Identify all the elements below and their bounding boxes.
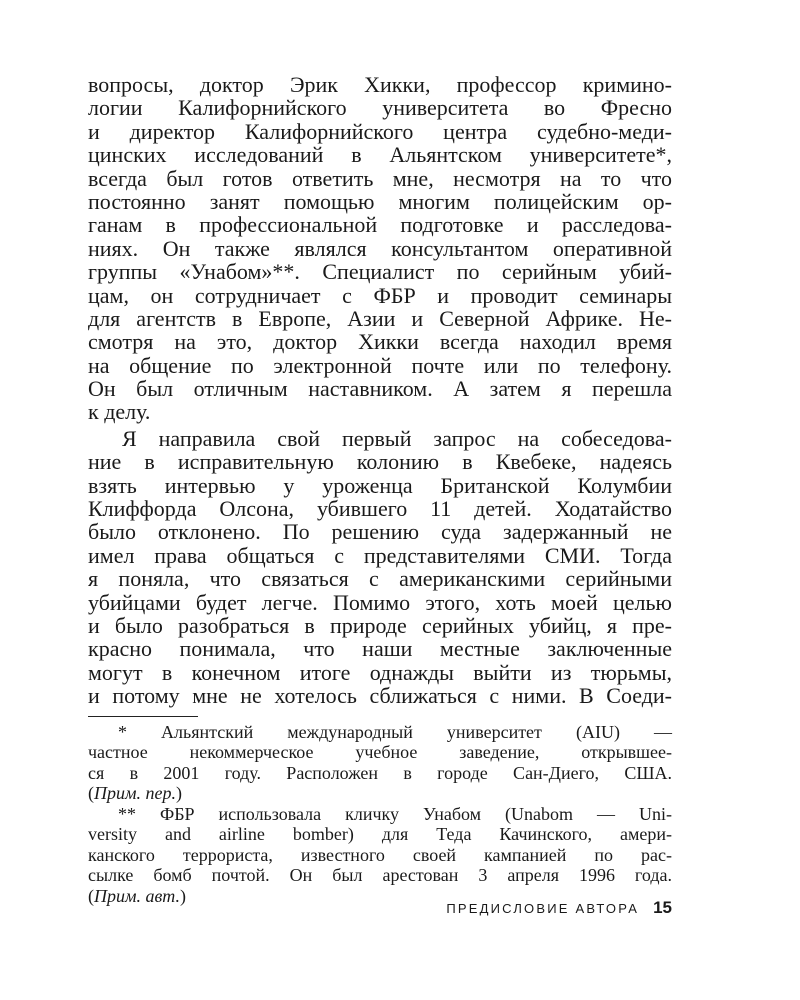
text-line: всегда был готов ответить мне, несмотря на то что xyxy=(88,165,672,191)
text-line: взять интервью у уроженца Британской Колумбии xyxy=(88,472,672,498)
text-line: смотря на это, доктор Хикки всегда находил время xyxy=(88,329,672,355)
text-line: было отклонено. По решению суда задержанный не xyxy=(88,519,672,545)
text-line: цинских исследований в Альянтском университете*, xyxy=(88,142,672,168)
main-text xyxy=(88,73,672,708)
footnote-line: ся в 2001 году. Расположен в городе Сан-Диего, США. xyxy=(88,762,672,783)
footnote-line: частное некоммерческое учебное заведение, открывшее- xyxy=(88,742,672,763)
text-line: для агентств в Европе, Азии и Северной Африке. Не- xyxy=(88,305,672,331)
text-line: Он был отличным наставником. А затем я перешла xyxy=(88,376,672,402)
text-line: красно понимала, что наши местные заключенные xyxy=(88,636,672,662)
note-paren-open: ( xyxy=(88,885,94,906)
text-line: к делу. xyxy=(88,399,151,425)
footnote-line: * Альянтский международный университет (AIU) — xyxy=(118,721,672,742)
footnote-line: канского террориста, известного своей кампанией по рас- xyxy=(88,844,672,865)
footnote-line: versity and airline bomber) для Теда Качинского, амери- xyxy=(88,824,672,845)
paragraph-2 xyxy=(88,427,672,708)
paragraph-1 xyxy=(88,73,672,424)
page-number: 15 xyxy=(653,898,672,917)
text-line: ганам в профессиональной подготовке и расследова- xyxy=(88,212,672,238)
text-line: и потому мне не хотелось сближаться с ними. В Соеди- xyxy=(88,683,672,709)
text-line: постоянно занят помощью многим полицейским ор- xyxy=(88,188,672,214)
text-line: на общение по электронной почте или по телефону. xyxy=(88,352,672,378)
text-line: я поняла, что связаться с американскими серийными xyxy=(88,566,672,592)
footnote-note-line xyxy=(88,783,672,804)
text-line: могут в конечном итоге однажды выйти из тюрьмы, xyxy=(88,659,672,685)
note-paren-close: ) xyxy=(175,783,182,804)
text-line: и было разобраться в природе серийных убийц, я пре- xyxy=(88,612,672,638)
text-line: цам, он сотрудничает с ФБР и проводит семинары xyxy=(88,282,672,308)
footnote-1 xyxy=(88,722,672,804)
running-footer xyxy=(446,898,672,918)
text-line: ниях. Он также являлся консультантом оперативной xyxy=(88,235,672,261)
text-line: и директор Калифорнийского центра судебно-меди- xyxy=(88,118,672,144)
text-line: имел права общаться с представителями СМИ. Тогда xyxy=(88,542,672,568)
author-note: Прим. авт. xyxy=(94,885,181,906)
text-line: убийцами будет легче. Помимо этого, хоть моей целью xyxy=(88,589,672,615)
note-paren-open: ( xyxy=(88,783,94,804)
text-line: логии Калифорнийского университета во Фресно xyxy=(88,95,672,121)
text-line: Клиффорда Олсона, убившего 11 детей. Ходатайство xyxy=(88,496,672,522)
footnote-divider xyxy=(88,716,198,717)
text-line: группы «Унабом»**. Специалист по серийным убий- xyxy=(88,259,672,285)
section-title: ПРЕДИСЛОВИЕ АВТОРА xyxy=(446,901,640,916)
translator-note: Прим. пер. xyxy=(94,783,176,804)
footnotes xyxy=(88,722,672,907)
footnote-line: сылке бомб почтой. Он был арестован 3 апреля 1996 года. xyxy=(88,865,672,886)
footnote-line: ** ФБР использовала кличку Унабом (Unabom — Uni- xyxy=(118,803,672,824)
book-page xyxy=(88,73,672,906)
footnote-2 xyxy=(88,804,672,907)
text-line: Я направила свой первый запрос на собеседова- xyxy=(122,425,672,451)
text-line: вопросы, доктор Эрик Хикки, профессор кримино- xyxy=(88,72,672,97)
text-line: ние в исправительную колонию в Квебеке, надеясь xyxy=(88,449,672,475)
note-paren-close: ) xyxy=(180,885,187,906)
